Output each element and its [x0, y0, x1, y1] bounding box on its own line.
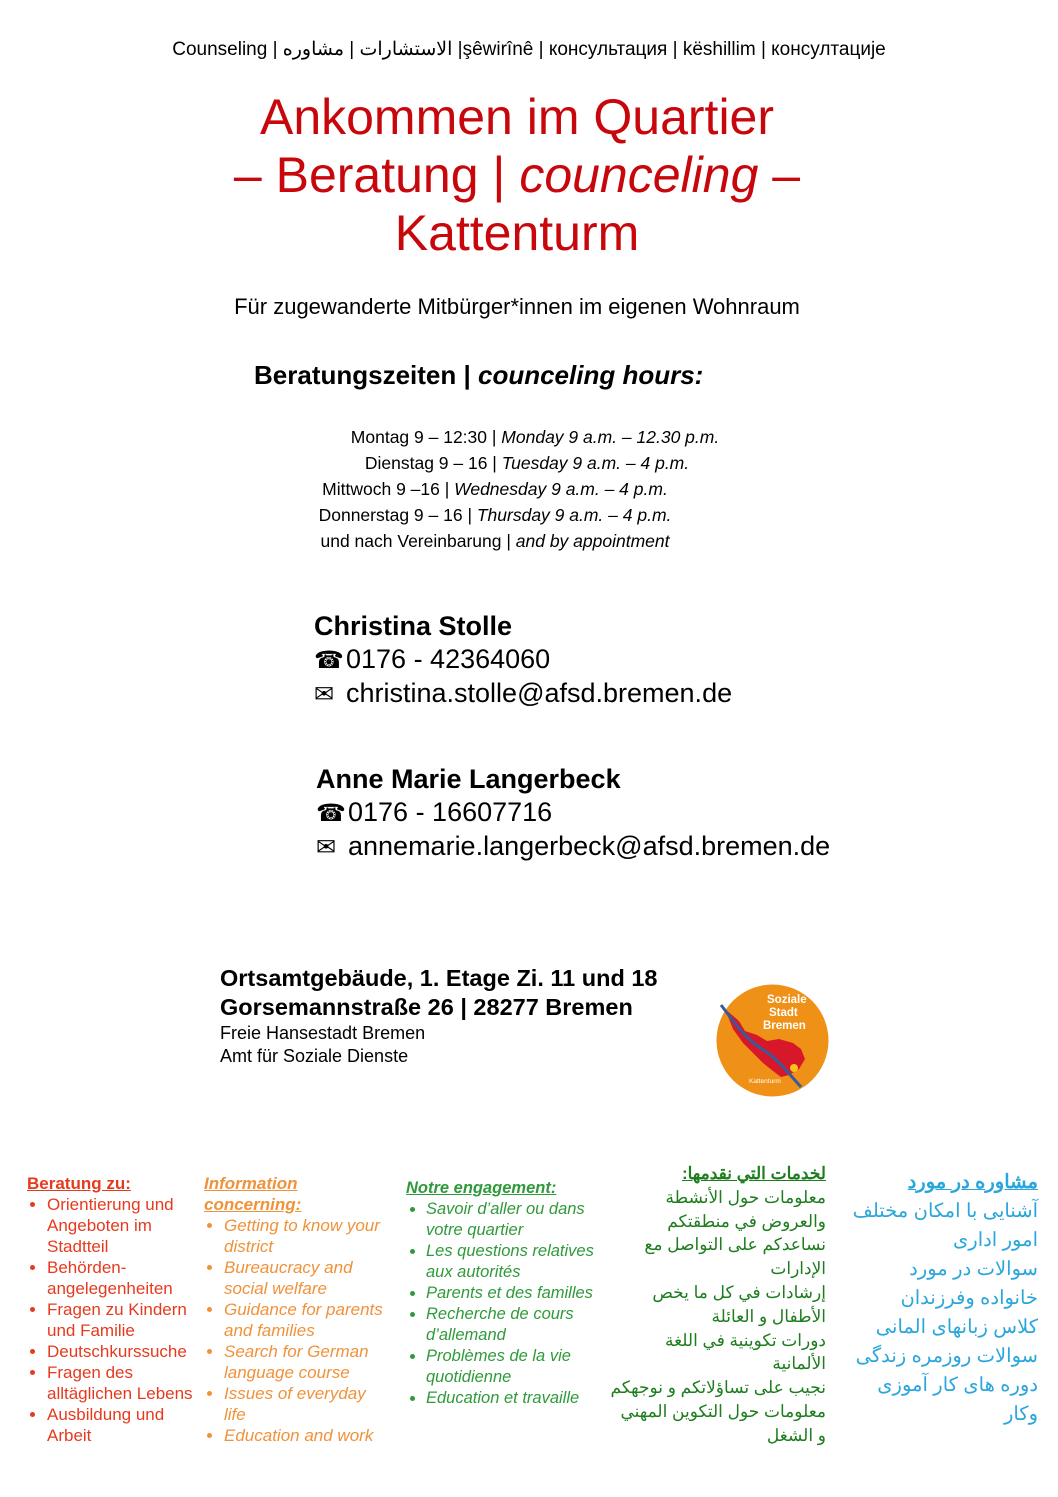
services-persian-heading: مشاوره در مورد [907, 1171, 1038, 1193]
list-item: • Recherche de cours d’allemand [426, 1304, 611, 1346]
arabic-line: نساعدكم على التواصل مع [644, 1235, 826, 1255]
services-english-heading: Information concerning: [204, 1174, 302, 1214]
contact-phone[interactable]: ☎0176 - 42364060 [314, 643, 732, 677]
services-german-heading: Beratung zu: [27, 1174, 131, 1193]
list-item: • Search for German language course [224, 1341, 390, 1383]
contact-phone[interactable]: ☎0176 - 16607716 [316, 796, 830, 830]
contact-email[interactable]: ✉ christina.stolle@afsd.bremen.de [314, 677, 732, 711]
phone-icon: ☎ [316, 800, 346, 827]
arabic-line: نجيب على تساؤلاتكم و نوجهكم [610, 1378, 826, 1398]
arabic-line: دورات تكوينية في اللغة [664, 1330, 826, 1350]
hours-line: Dienstag 9 – 16 | Tuesday 9 a.m. – 4 p.m. [364, 453, 690, 473]
services-arabic [612, 1162, 826, 1448]
address-building: Ortsamtgebäude, 1. Etage Zi. 11 und 18 [220, 965, 658, 991]
contact-name: Anne Marie Langerbeck [316, 764, 621, 794]
persian-line: سوالات در مورد [909, 1258, 1038, 1280]
list-item: • Deutschkurssuche [47, 1341, 197, 1362]
phone-icon: ☎ [314, 647, 344, 674]
arabic-line: معلومات حول التكوين المهني [620, 1401, 826, 1421]
arabic-line: والعروض في منطقتكم [667, 1211, 826, 1231]
services-german [27, 1173, 197, 1446]
list-item: • Fragen zu Kindern und Familie [47, 1299, 197, 1341]
address-block [220, 964, 658, 1068]
services-persian [842, 1168, 1038, 1429]
title-line-3: Kattenturm [394, 205, 640, 261]
address-office: Amt für Soziale Dienste [220, 1046, 409, 1066]
persian-line: امور اداری [953, 1229, 1038, 1251]
services-arabic-heading: لخدمات التي نقدمها: [681, 1164, 826, 1183]
list-item: • Getting to know your district [224, 1215, 390, 1257]
hours-line: Mittwoch 9 –16 | Wednesday 9 a.m. – 4 p.m. [322, 479, 668, 499]
arabic-line: الأطفال و العائلة [711, 1306, 826, 1326]
hours-line: und nach Vereinbarung | and by appointment [320, 531, 670, 551]
persian-line: وکار [1003, 1403, 1038, 1425]
services-french [406, 1178, 611, 1409]
list-item: • Orientierung und Angeboten im Stadtteil [47, 1194, 197, 1257]
list-item: • Education et travaille [426, 1388, 611, 1409]
contact-email[interactable]: ✉ annemarie.langerbeck@afsd.bremen.de [316, 830, 830, 864]
list-item: • Savoir d’aller ou dans votre quartier [426, 1199, 611, 1241]
hours-heading: Beratungszeiten | counceling hours: [254, 360, 704, 390]
arabic-line: إرشادات في كل ما يخص [652, 1282, 826, 1302]
contact-name: Christina Stolle [314, 611, 513, 641]
kattenturm-marker [790, 1064, 798, 1072]
title-line-2: – Beratung | counceling – [233, 147, 801, 203]
arabic-line: معلومات حول الأنشطة [665, 1187, 826, 1207]
persian-line: دوره های کار آموزی [877, 1374, 1038, 1396]
list-item: • Parents et des familles [426, 1283, 611, 1304]
list-item: • Behörden-angelegenheiten [47, 1257, 197, 1299]
list-item: • Problèmes de la vie quotidienne [426, 1346, 611, 1388]
logo-text-line2: Stadt [769, 1007, 798, 1019]
hours-line: Montag 9 – 12:30 | Monday 9 a.m. – 12.30 p.m. [350, 427, 720, 447]
list-item: • Bureaucracy and social welfare [224, 1257, 390, 1299]
contact-card [316, 763, 830, 864]
list-item: • Les questions relatives aux autorités [426, 1241, 611, 1283]
services-english [204, 1173, 390, 1446]
envelope-icon: ✉ [316, 834, 337, 861]
list-item: • Fragen des alltäglichen Lebens [47, 1362, 197, 1404]
arabic-line: و الشغل [766, 1425, 826, 1445]
envelope-icon: ✉ [314, 681, 335, 708]
arabic-line: الألمانية [772, 1354, 826, 1374]
list-item: • Ausbildung und Arbeit [47, 1404, 197, 1446]
persian-line: کلاس زبانهای المانی [875, 1316, 1038, 1338]
languages-line: Counseling | الاستشارات | مشاوره |şêwirînê | консультация | këshillim | консултације [172, 39, 886, 60]
address-city: Freie Hansestadt Bremen [220, 1023, 426, 1043]
logo-text-line1: Soziale [767, 994, 807, 1006]
address-street: Gorsemannstraße 26 | 28277 Bremen [220, 994, 633, 1020]
services-french-heading: Notre engagement: [406, 1179, 557, 1197]
contact-card [314, 610, 732, 711]
page-title [0, 88, 1034, 262]
list-item: • Education and work [224, 1425, 390, 1446]
list-item: • Issues of everyday life [224, 1383, 390, 1425]
subtitle: Für zugewanderte Mitbürger*innen im eigenen Wohnraum [234, 294, 800, 319]
list-item: • Guidance for parents and families [224, 1299, 390, 1341]
hours-line: Donnerstag 9 – 16 | Thursday 9 a.m. – 4 p.m. [318, 505, 672, 525]
title-line-1: Ankommen im Quartier [259, 89, 775, 145]
persian-line: سوالات روزمره زندگی [855, 1345, 1038, 1367]
persian-line: خانواده وفرزندان [900, 1287, 1038, 1309]
logo-district: Kattenturm [749, 1078, 781, 1085]
arabic-line: الإدارات [770, 1259, 826, 1279]
logo-text-line3: Bremen [763, 1020, 806, 1032]
persian-line: آشنایی با امکان مختلف [852, 1200, 1038, 1222]
soziale-stadt-bremen-logo [715, 983, 830, 1098]
hours-list [290, 424, 730, 554]
